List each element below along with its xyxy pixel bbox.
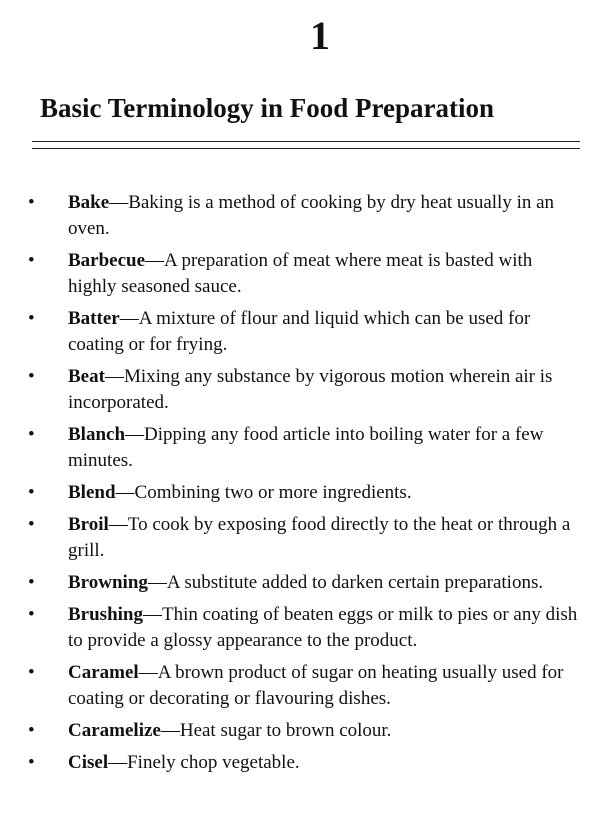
title-rule-top [32, 141, 580, 142]
list-item-brushing [0, 602, 600, 654]
term-name: Blanch [68, 424, 126, 445]
bullet-icon: • [28, 482, 35, 503]
terminology-list [0, 190, 600, 782]
list-item-beat [0, 364, 600, 416]
list-item-batter [0, 306, 600, 358]
term-definition: —Dipping any food article into boiling water for a few minutes. [68, 424, 544, 471]
term-name: Caramel [68, 662, 139, 683]
term-name: Caramelize [68, 720, 161, 741]
term-name: Browning [68, 572, 148, 593]
chapter-title: Basic Terminology in Food Preparation [40, 93, 495, 123]
list-item-broil [0, 512, 600, 564]
list-item-browning [0, 570, 600, 596]
term-definition: —A mixture of flour and liquid which can be used for coating or for frying. [68, 308, 531, 355]
term-definition: —To cook by exposing food directly to the heat or through a grill. [68, 514, 571, 561]
term-definition: —A substitute added to darken certain preparations. [147, 572, 544, 593]
term-definition: —Finely chop vegetable. [108, 752, 300, 773]
term-definition: —A preparation of meat where meat is basted with highly seasoned sauce. [68, 250, 533, 297]
title-rule-bottom [32, 148, 580, 149]
bullet-icon: • [28, 192, 35, 213]
term-definition: —A brown product of sugar on heating usually used for coating or decorating or flavouring dishes. [68, 662, 564, 709]
term-name: Batter [68, 308, 120, 329]
term-name: Blend [68, 482, 116, 503]
bullet-icon: • [28, 424, 35, 445]
bullet-icon: • [28, 662, 35, 683]
bullet-icon: • [28, 308, 35, 329]
bullet-icon: • [28, 720, 35, 741]
term-definition: —Combining two or more ingredients. [115, 482, 412, 503]
term-name: Barbecue [68, 250, 146, 271]
term-name: Beat [68, 366, 105, 387]
list-item-caramelize [0, 718, 600, 744]
list-item-barbecue [0, 248, 600, 300]
term-name: Cisel [68, 752, 109, 773]
list-item-caramel [0, 660, 600, 712]
bullet-icon: • [28, 514, 35, 535]
term-name: Bake [68, 192, 110, 213]
list-item-blanch [0, 422, 600, 474]
term-name: Broil [68, 514, 109, 535]
chapter-number: 1 [310, 13, 330, 58]
term-name: Brushing [68, 604, 143, 625]
term-definition: —Mixing any substance by vigorous motion wherein air is incorporated. [68, 366, 553, 413]
term-definition: —Baking is a method of cooking by dry heat usually in an oven. [68, 192, 555, 239]
term-definition: —Heat sugar to brown colour. [160, 720, 392, 741]
list-item-blend [0, 480, 600, 506]
list-item-bake [0, 190, 600, 242]
term-definition: —Thin coating of beaten eggs or milk to pies or any dish to provide a glossy appearance to the product. [68, 604, 578, 651]
bullet-icon: • [28, 366, 35, 387]
bullet-icon: • [28, 752, 35, 773]
list-item-cisel [0, 750, 600, 776]
bullet-icon: • [28, 572, 35, 593]
bullet-icon: • [28, 604, 35, 625]
bullet-icon: • [28, 250, 35, 271]
